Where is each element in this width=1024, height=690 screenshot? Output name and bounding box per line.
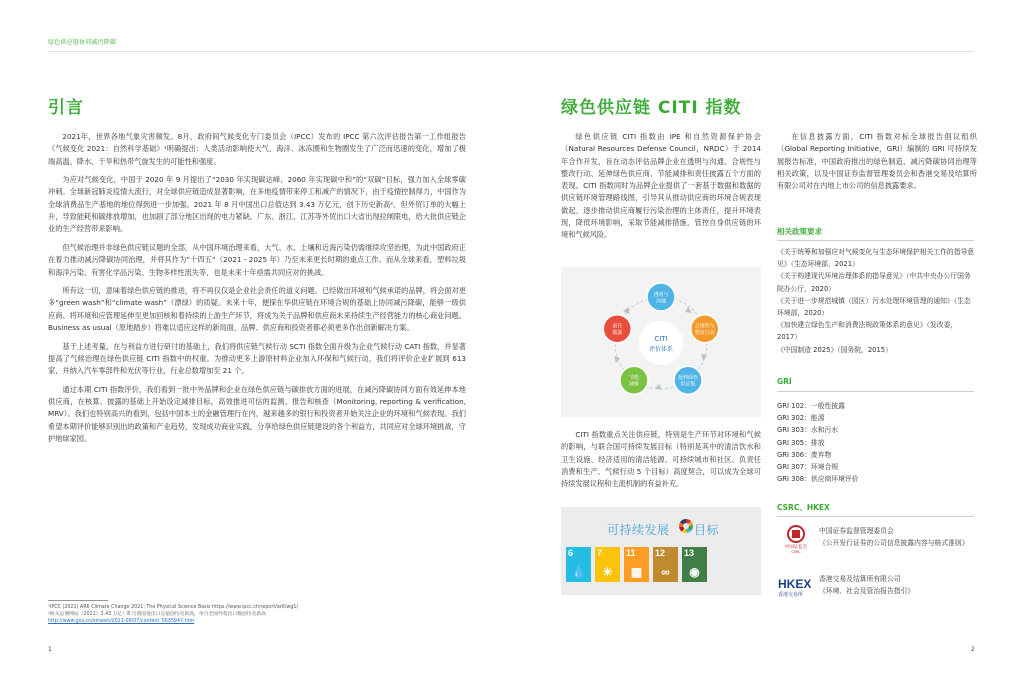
gri-item: GRI 306：废弃物	[777, 450, 832, 459]
sdg-tile-number: 12	[655, 548, 666, 558]
diagram-node-label: 沟通	[655, 298, 667, 305]
sdg-goal-icon: 💧	[571, 565, 586, 579]
gri-item: GRI 303：水和污水	[777, 426, 839, 435]
gri-item: GRI 302：能源	[777, 414, 825, 423]
disclosure-paragraph: 在信息披露方面，CITI 指数对标全球报告倡议组织（Global Reporting Initiative，GRI）编制的 GRI 可持续发展报告标准，中国政府推出的绿色制造、减污降碳协同治理等相关政策，以及中国证券监督管理委员会和香港交易及结算所有限公司对在内地上市公司的信息披露要求。	[777, 132, 977, 191]
sdg-tile	[624, 547, 649, 582]
sdg-goal-icon: ∞	[661, 565, 670, 579]
csrc-doc: 《公开发行证券的公司信息披露内容与格式准则》	[819, 539, 969, 548]
policy-divider	[777, 240, 974, 241]
diagram-node-label: 合规性与	[694, 323, 715, 330]
policy-item: 《关于进一步规范城镇（园区）污水处理环境管理的通知》（生态环境部，2020）	[777, 296, 971, 318]
csrc-heading: CSRC、HKEX	[777, 503, 830, 512]
diagram-node-label: 减排	[628, 381, 639, 388]
policy-item: 《加快建立绿色生产和消费法规政策体系的意见》（发改委，2017）	[777, 321, 958, 342]
sdg-tile-number: 6	[568, 548, 574, 558]
footnote-1[interactable]: ¹IPCC (2021) AR6 Climate Change 2021: The Physical Science Basis https://www.ipcc.ch/report/ar6/wg1/	[48, 605, 299, 610]
citi-paragraph-2: CITI 指数重点关注供应链，特别是生产环节对环境和气候的影响，与联合国可持续发展目标（特别是其中的清洁饮水和卫生设施、经济适用的清洁能源、可持续城市和社区、负责任消费和生产、气候行动 5 个目标）高度契合，可以成为全球可持续发展议程和主流机制的有益补充。	[561, 430, 761, 489]
sdg-tile	[653, 547, 678, 582]
diagram-node-label: 责任	[612, 323, 623, 330]
footnote-2-link[interactable]: http://www.gov.cn/xinwen/2021-09/07/content_5635947.htm	[48, 619, 195, 625]
diagram-node-label: 延伸绿色	[678, 374, 699, 381]
sdg-panel	[561, 507, 761, 595]
sdg-tile	[566, 547, 591, 582]
citi-diagram-svg	[561, 267, 761, 417]
policy-item: 《关于统筹和加强应对气候变化与生态环境保护相关工作的指导意见》（生态环境部，2021）	[777, 248, 975, 269]
citi-framework-diagram	[561, 267, 761, 417]
csrc-divider	[777, 516, 974, 517]
sdg-goal-icon: ☀	[602, 565, 613, 579]
sdg-tile-number: 7	[597, 548, 603, 558]
citi-description	[561, 131, 761, 248]
diagram-node-label: 披露	[612, 330, 623, 337]
diagram-node-label: 整改行动	[694, 330, 715, 337]
sdg-tiles	[566, 547, 707, 582]
sdg-tile	[595, 547, 620, 582]
intro-paragraph: 基于上述考量，在与利益方进行研讨的基础上，我们将供应链气候行动 SCTI 指数全面升级为企业气候行动 CATI 指数，并显著提高了气候治理在绿色供应链 CITI 指数中的权重。为推动更多上游原材料企业加入环保和气候行动，我们将评价企业扩展到 613 家，并纳入汽车零部件和光伏等行业，行业总数增加至 21 个。	[48, 341, 466, 376]
policy-list	[777, 246, 977, 356]
diagram-node-label: 透明与	[653, 291, 669, 298]
page-number-left: 1	[48, 646, 52, 653]
citi-center	[639, 321, 683, 365]
intro-paragraph: 通过本期 CITI 指数评价，我们看到一批中外品牌和企业在绿色供应链与碳排放方面的进展，在减污降碳协同方面有效延伸本地供应商，在核算、披露的基础上开始设定减排目标，高效推进可信的监测、报告和核查（Monitoring, reporting & verification, MRV）。我们也特别高兴的看到，包括中国本土的金融管理行在内，越来越多的银行和投资者开始关注企业的环境和气候表现。我们希望本期评价能够识别出的政策和产业趋势，发现成功商业实践，分享给绿色供应链建设的各个利益方，共同应对全球环境挑战，守护地球家园。	[48, 384, 466, 444]
intro-paragraph: 2021年，世界各地气象灾害频发。8月，政府间气候变化专门委员会（IPCC）发布的 IPCC 第六次评估报告第一工作组报告《气候变化 2021：自然科学基础》¹明确提出：人类活动影响使大气、海洋、冰冻圈和生物圈发生了广泛而迅速的变化，增加了极端高温、降水、干旱和热带气旋发生的可能性和强度。	[48, 132, 466, 166]
gri-item: GRI 102：一般性披露	[777, 402, 845, 410]
csrc-text	[819, 525, 969, 549]
hkex-entry	[777, 572, 977, 602]
intro-paragraph: 为应对气候变化，中国于 2020 年 9 月提出了“2030 年实现碳达峰、2060 年实现碳中和”的“双碳”目标，强力加入全球零碳冲刺。全球新冠肺炎疫情大流行，对全球供应链造成显著影响，在多地疫情带来停工和减产的情况下，由于疫情控制得力，中国作为全球消费品生产基地的地位得到进一步加强。2021 年 8 月中国出口总值达到 3.43 万亿元，创下历史新高²。但外贸订单的大幅上升，导致能耗和碳排放增加，也加剧了部分地区出现的电力紧缺。广东、浙江、江苏等外贸出口大省出现拉闸限电，给大批供应链企业的生产经营带来影响。	[48, 175, 466, 234]
hkex-logo-sub: 香港交易所	[778, 592, 804, 598]
intro-paragraph: 所有这一切，意味着绿色供应链的推进，将不再仅仅是企业社会责任的道义问题。已经做出环境和气候承诺的品牌，将会面对更多“green wash”和“climate wash”（漂绿）的质疑。未来十年，便探在华供应链在环境合规的基础上协同减污降碳，能够一级供应商、将环境和应管理延伸至更加回核和着持续的上游生产环节，将成为关于品牌和供应商未来持续生产经营能力的核心商业问题。Business as usual（原地踏步）将难以适应这样的新局面，品牌、供应商和投资者都必须更多作出创新解决方案。	[48, 286, 466, 333]
diagram-node	[674, 366, 702, 394]
citi-center-sublabel: 评价体系	[648, 346, 674, 353]
gri-item: GRI 305：排放	[777, 438, 825, 447]
gri-item: GRI 307：环境合规	[777, 463, 839, 472]
hkex-name: 香港交易及结算所有限公司	[819, 575, 901, 583]
hkex-doc: 《环境、社会及管治报告指引》	[819, 587, 915, 596]
citi-center-label: CITI	[654, 335, 668, 343]
running-head: 绿色供应链协同减污降碳	[48, 39, 117, 46]
sdg-title-suffix: 目标	[694, 523, 720, 537]
sdg-tile	[682, 547, 707, 582]
diagram-node	[691, 315, 719, 343]
diagram-node-label: 供应链	[680, 381, 696, 388]
hkex-logo-text: HKEX	[778, 577, 812, 591]
disclosure-intro	[777, 131, 977, 192]
hkex-text	[819, 573, 914, 597]
csrc-logo	[777, 524, 815, 554]
diagram-node-label: 节能	[628, 374, 639, 381]
sdg-title-text: 可持续发展	[607, 523, 670, 537]
policy-item: 《关于构建现代环境治理体系的指导意见》（中共中央办公厅国务院办公厅，2020）	[777, 272, 971, 293]
diagram-node	[647, 283, 675, 311]
footnote-2: ²海关总署网站（2021）3.43 万亿！8 月我国进出口总值创历史新高，单月全国外贸出口数创历史新高	[48, 612, 266, 618]
sdg-title	[607, 521, 670, 538]
sdg-wheel-icon	[679, 519, 693, 533]
csrc-entry	[777, 524, 977, 554]
csrc-name: 中国证券监督管理委员会	[819, 527, 894, 535]
gri-item: GRI 308：供应商环境评价	[777, 475, 859, 484]
hkex-logo	[777, 572, 815, 602]
intro-paragraph: 但气候治理并非绿色供应链议题的全部，从中国环境治理来看，大气、水、土壤和近海污染仍需继续攻坚治理，为此中国政府正在着力推动减污降碳协同治理，并将其作为“十四五”（2021 - 2025 年）乃至未来更长时期的重点工作。而从全球来看，塑料垃圾和海洋污染、有害化学品污染、生物多样性流失等，也是未来十年亟需共同应对的挑战。	[48, 242, 466, 277]
sdg-goal-icon: ▦	[630, 565, 643, 579]
policy-item: 《中国制造 2025》（国务院，2015）	[777, 345, 892, 354]
gri-divider	[777, 391, 974, 392]
diagram-node	[620, 366, 648, 394]
sdg-goal-icon: ◉	[689, 565, 700, 579]
citi-title: 绿色供应链 CITI 指数	[561, 98, 742, 118]
intro-title: 引言	[48, 98, 84, 118]
sdg-tile-number: 13	[684, 548, 695, 558]
sdg-tile-number: 11	[626, 548, 636, 558]
citi-paragraph-1: 绿色供应链 CITI 指数由 IPE 和自然资源保护协会（Natural Resources Defense Council，NRDC）于 2014 年合作开发，旨在动态评估品牌企业在透明与沟通、合规性与整改行动、延伸绿色供应商、节能减排和责任披露五个方面的表现。CITI 指数同时为品牌企业提供了一套基于数据和数据的供应链环境管理路线图，引导其从推动供应商的环境合规表现做起，逐步推动供应商履行污染治理的主体责任，提升环境表现，降低环境影响，采取节能减排措施，管控自身供应链的环境和气候风险。	[561, 132, 761, 240]
gri-heading: GRI	[777, 377, 792, 386]
csrc-logo-sub: CSRC	[791, 550, 801, 554]
gri-list	[777, 400, 977, 485]
citi-sdg-description	[561, 429, 761, 497]
page-number-right: 2	[971, 646, 975, 653]
diagram-node	[603, 315, 631, 343]
policy-heading: 相关政策要求	[777, 227, 822, 236]
csrc-logo-text: 中国证监会	[784, 545, 808, 550]
